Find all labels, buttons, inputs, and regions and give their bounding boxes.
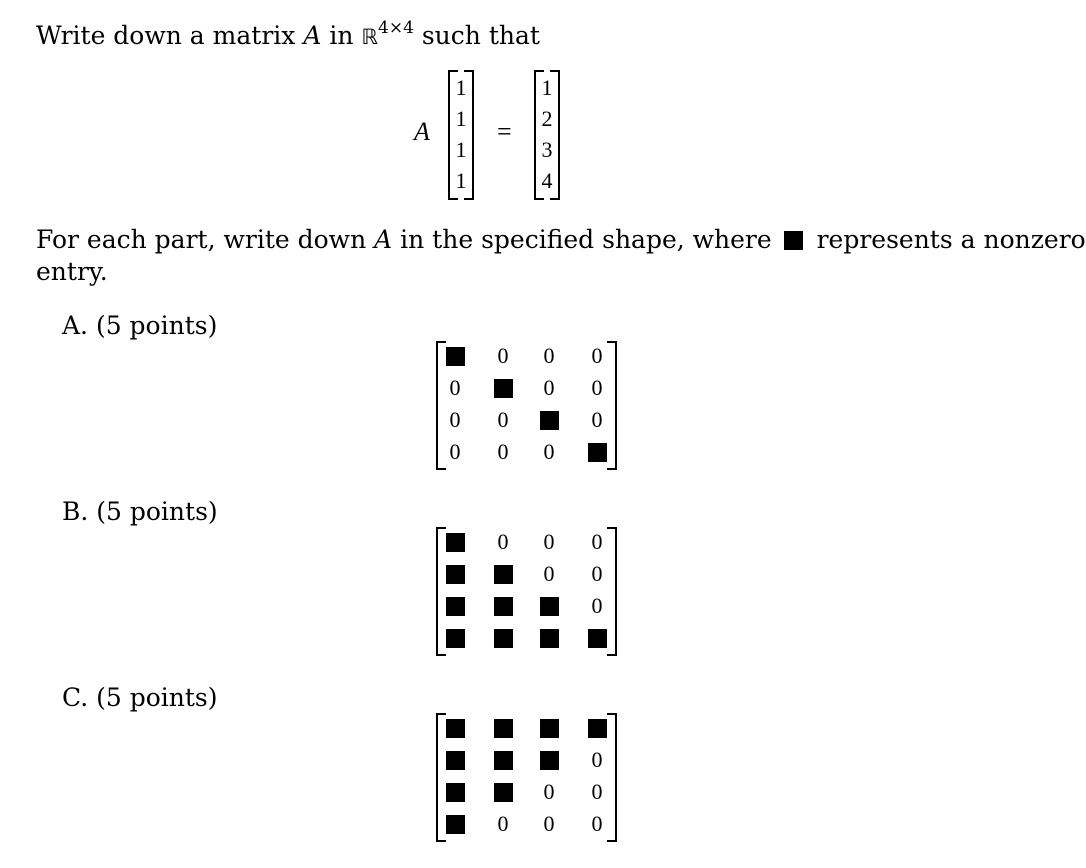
nonzero-square-icon <box>588 443 607 462</box>
equation-lhs-var: A <box>414 117 430 146</box>
vector-entry: 3 <box>541 136 553 162</box>
zero-entry: 0 <box>497 343 509 368</box>
nonzero-entry <box>488 713 518 743</box>
nonzero-square-icon <box>494 751 513 770</box>
nonzero-entry <box>582 623 612 653</box>
nonzero-entry <box>534 713 564 743</box>
nonzero-square-icon <box>588 629 607 648</box>
intro-post: such that <box>413 21 540 50</box>
instruction-mid: in the specified shape, where <box>392 225 780 254</box>
nonzero-entry <box>488 559 518 589</box>
zero-entry: 0 <box>543 529 555 554</box>
nonzero-entry <box>440 341 470 371</box>
zero-entry: 0 <box>543 779 555 804</box>
nonzero-square-icon <box>446 597 465 616</box>
zero-entry: 0 <box>543 561 555 586</box>
nonzero-square-icon <box>446 533 465 552</box>
zero-entry: 0 <box>497 439 509 464</box>
nonzero-entry <box>440 591 470 621</box>
nonzero-entry <box>440 809 470 839</box>
nonzero-entry <box>582 713 612 743</box>
nonzero-square-icon <box>446 815 465 834</box>
zero-entry: 0 <box>591 779 603 804</box>
matrix-part-a <box>436 341 617 470</box>
zero-entry: 0 <box>543 343 555 368</box>
nonzero-entry <box>534 591 564 621</box>
zero-entry: 0 <box>543 375 555 400</box>
nonzero-entry <box>440 623 470 653</box>
vector-entry: 2 <box>541 105 553 131</box>
zero-entry: 0 <box>449 407 461 432</box>
matrix-part-c <box>436 713 617 842</box>
vector-entry: 1 <box>455 105 467 131</box>
nonzero-square-icon <box>494 783 513 802</box>
nonzero-square-icon <box>446 629 465 648</box>
nonzero-square-icon <box>446 347 465 366</box>
instruction-post: represents a nonzero <box>808 225 1086 254</box>
zero-entry: 0 <box>543 811 555 836</box>
vector-result <box>534 70 560 200</box>
dimension-exponent: 4×4 <box>378 18 414 38</box>
nonzero-square-icon <box>446 783 465 802</box>
nonzero-entry <box>534 405 564 435</box>
zero-entry: 0 <box>591 593 603 618</box>
zero-entry: 0 <box>591 343 603 368</box>
nonzero-square-icon <box>494 629 513 648</box>
nonzero-square-icon <box>540 719 559 738</box>
nonzero-square-icon <box>588 719 607 738</box>
nonzero-entry <box>534 745 564 775</box>
part-c-label: C. (5 points) <box>62 683 218 712</box>
nonzero-entry <box>488 777 518 807</box>
nonzero-entry <box>440 745 470 775</box>
nonzero-square-icon <box>540 411 559 430</box>
intro-mid: in <box>321 21 362 50</box>
nonzero-square-icon <box>494 565 513 584</box>
nonzero-entry <box>440 777 470 807</box>
nonzero-entry <box>488 623 518 653</box>
nonzero-square-icon <box>494 379 513 398</box>
zero-entry: 0 <box>497 407 509 432</box>
instruction-line-1 <box>36 224 1086 256</box>
zero-entry: 0 <box>591 529 603 554</box>
nonzero-square-icon <box>446 751 465 770</box>
zero-entry: 0 <box>591 561 603 586</box>
zero-entry: 0 <box>497 529 509 554</box>
nonzero-square-icon <box>494 719 513 738</box>
nonzero-entry <box>440 713 470 743</box>
nonzero-square-icon <box>446 565 465 584</box>
nonzero-square-icon <box>446 719 465 738</box>
zero-entry: 0 <box>543 439 555 464</box>
part-a-label: A. (5 points) <box>62 311 218 340</box>
nonzero-square-icon <box>494 597 513 616</box>
nonzero-entry <box>440 559 470 589</box>
vector-entry: 4 <box>541 167 553 193</box>
intro-pre: Write down a matrix <box>36 21 304 50</box>
nonzero-entry <box>582 437 612 467</box>
vector-entry: 1 <box>541 74 553 100</box>
vector-ones <box>448 70 474 200</box>
nonzero-square-icon <box>540 751 559 770</box>
instruction-pre: For each part, write down <box>36 225 375 254</box>
intro-line <box>36 20 540 55</box>
nonzero-square-icon <box>784 231 803 250</box>
equals-sign: = <box>497 117 512 146</box>
zero-entry: 0 <box>591 747 603 772</box>
nonzero-square-icon <box>540 597 559 616</box>
zero-entry: 0 <box>591 811 603 836</box>
nonzero-entry <box>534 623 564 653</box>
nonzero-entry <box>488 373 518 403</box>
nonzero-entry <box>488 745 518 775</box>
nonzero-square-icon <box>540 629 559 648</box>
vector-entry: 1 <box>455 167 467 193</box>
zero-entry: 0 <box>449 439 461 464</box>
vector-entry: 1 <box>455 136 467 162</box>
vector-entry: 1 <box>455 74 467 100</box>
zero-entry: 0 <box>449 375 461 400</box>
matrix-variable: A <box>303 21 322 50</box>
zero-entry: 0 <box>591 407 603 432</box>
zero-entry: 0 <box>591 375 603 400</box>
real-field-symbol: ℝ <box>361 25 379 49</box>
instruction-line-2: entry. <box>36 257 108 286</box>
nonzero-entry <box>488 591 518 621</box>
nonzero-entry <box>440 527 470 557</box>
part-b-label: B. (5 points) <box>62 497 218 526</box>
instruction-var: A <box>374 225 393 254</box>
matrix-part-b <box>436 527 617 656</box>
zero-entry: 0 <box>497 811 509 836</box>
